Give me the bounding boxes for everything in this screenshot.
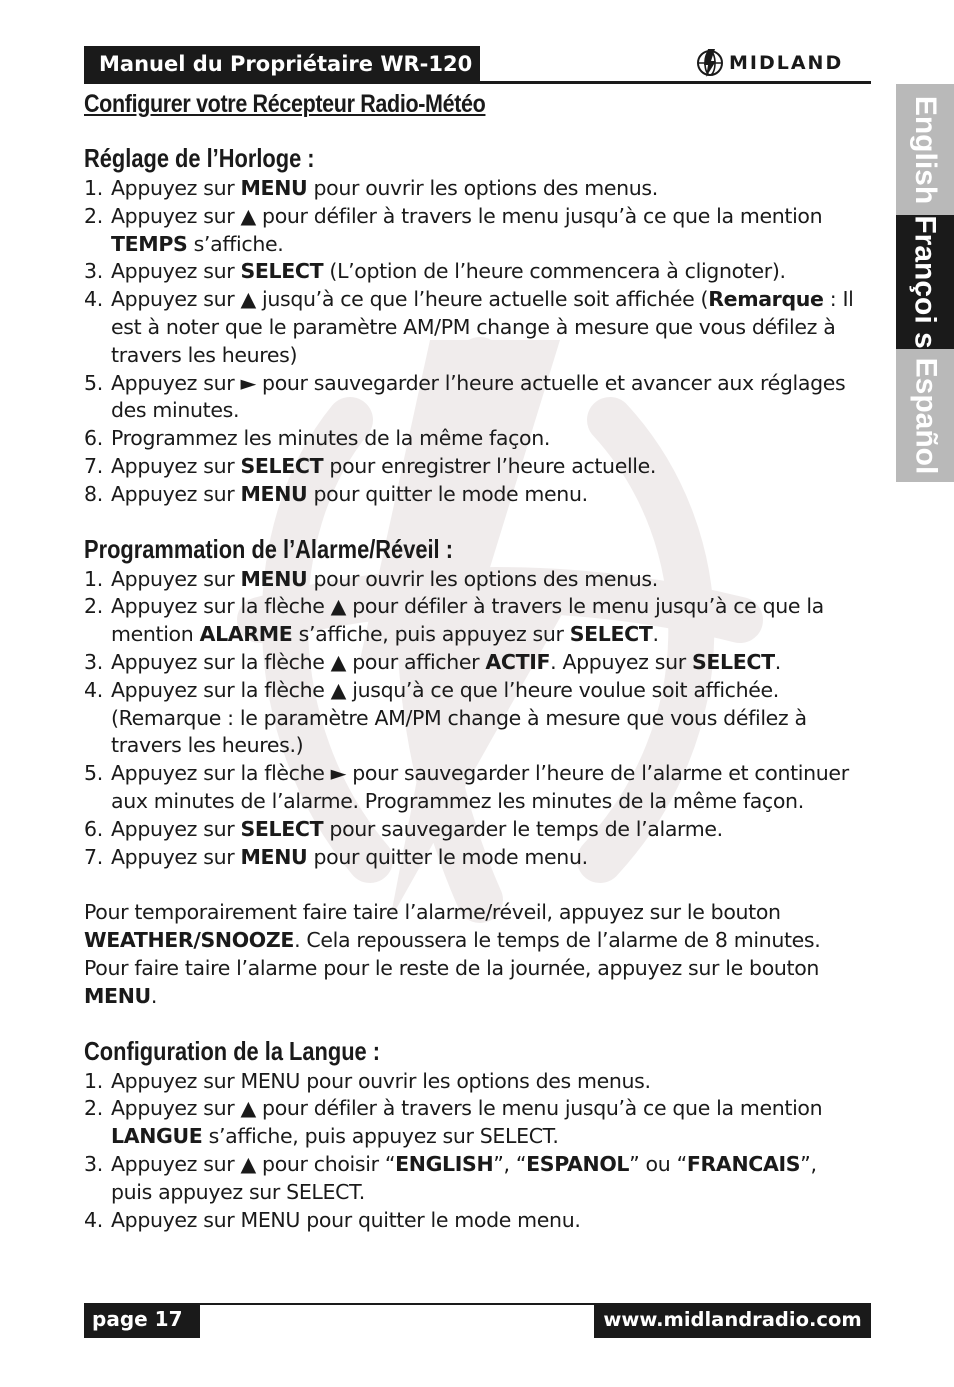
list-item [84, 816, 859, 844]
step-number: 5. [84, 761, 103, 786]
list-item [84, 677, 859, 760]
bold-term: MENU [84, 983, 151, 1008]
language-steps-list [84, 1068, 859, 1235]
bold-term: ENGLISH [395, 1151, 494, 1176]
text-run: Appuyez sur la flèche ▲ pour défiler à travers le menu jusqu’à ce que la mention [111, 594, 824, 647]
list-item [84, 1151, 859, 1207]
text-run: Appuyez sur la flèche ► pour sauvegarder l’heure de l’alarme et continuer aux minutes de l’alarme. Programmez les minutes de la même façon. [111, 761, 849, 813]
tab-english-label: English [909, 95, 942, 204]
section-title-alarm: Programmation de l’Alarme/Réveil : [84, 533, 453, 564]
step-number: 2. [84, 594, 103, 619]
step-number: 4. [84, 677, 103, 702]
tab-francais[interactable] [896, 215, 954, 349]
bold-term: LANGUE [111, 1124, 203, 1149]
bold-term: MENU [240, 481, 308, 506]
bold-term: FRANCAIS [686, 1151, 801, 1176]
text-run: pour quitter le mode menu. [307, 844, 588, 869]
page-number: page 17 [92, 1307, 183, 1331]
list-item [84, 1207, 859, 1235]
step-text [111, 593, 859, 649]
step-number: 1. [84, 566, 103, 591]
bold-term: SELECT [569, 622, 653, 647]
text-run: Programmez les minutes de la même façon. [111, 426, 551, 451]
text-run: Appuyez sur ▲ pour choisir “ [111, 1151, 396, 1176]
bold-term: ESPANOL [526, 1151, 630, 1176]
bold-term: SELECT [240, 453, 324, 478]
header-rule [84, 81, 871, 84]
text-run: Appuyez sur ► pour sauvegarder l’heure actuelle et avancer aux réglages des minutes. [111, 370, 846, 423]
step-text [111, 1068, 859, 1096]
manual-title: Manuel du Propriétaire WR-120 [99, 52, 473, 76]
tab-espanol-label: Español [909, 357, 943, 474]
step-number: 4. [84, 287, 103, 312]
step-number: 3. [84, 1151, 103, 1176]
text-run: Appuyez sur ▲ pour défiler à travers le menu jusqu’à ce que la mention [111, 1096, 823, 1121]
step-text [111, 481, 859, 509]
snooze-paragraph [84, 899, 859, 1010]
text-run: Appuyez sur [111, 816, 241, 841]
step-number: 3. [84, 259, 103, 284]
bold-term: MENU [240, 176, 308, 200]
step-text [111, 760, 859, 816]
list-item [84, 175, 859, 203]
text-run: s’affiche, puis appuyez sur [292, 622, 570, 647]
midland-logo [695, 46, 843, 80]
step-number: 2. [84, 203, 103, 228]
step-text [111, 566, 859, 594]
text-run: (L’option de l’heure commencera à clignoter). [323, 259, 786, 284]
step-number: 6. [84, 816, 103, 841]
text-run: Appuyez sur [111, 481, 241, 506]
globe-lightning-icon [695, 48, 725, 78]
section-title-clock: Réglage de l’Horloge : [84, 143, 315, 173]
text-run: Appuyez sur MENU pour ouvrir les options des menus. [111, 1068, 651, 1093]
bold-term: ACTIF [485, 649, 551, 674]
text-run: ”, puis appuyez sur SELECT. [111, 1151, 817, 1204]
step-text [111, 453, 859, 481]
clock-steps-list [84, 175, 859, 509]
step-text [111, 1095, 859, 1151]
list-item [84, 566, 859, 594]
text-run: . Cela repoussera le temps de l’alarme de 8 minutes. Pour faire taire l’alarme pour le reste de la journée, appuyez sur le bouton [84, 928, 821, 980]
step-text [111, 370, 859, 426]
list-item [84, 1095, 859, 1151]
bold-term: WEATHER/SNOOZE [84, 928, 295, 953]
text-run: Appuyez sur [111, 453, 241, 478]
step-text [111, 649, 859, 677]
list-item [84, 760, 859, 816]
list-item [84, 258, 859, 286]
text-run: pour enregistrer l’heure actuelle. [323, 453, 657, 478]
step-number: 4. [84, 1207, 103, 1232]
bold-term: ALARME [199, 622, 293, 647]
website-badge [594, 1303, 871, 1338]
bold-term: SELECT [240, 259, 324, 284]
step-text [111, 258, 859, 286]
step-text [111, 1207, 859, 1235]
step-number: 1. [84, 1068, 103, 1093]
text-run: . [774, 649, 781, 674]
text-run: ”, “ [493, 1151, 527, 1176]
text-run: : Il est à noter que le paramètre AM/PM change à mesure que vous défilez à travers les heures) [111, 287, 854, 367]
bold-term: SELECT [691, 649, 775, 674]
step-text [111, 816, 859, 844]
website-url: www.midlandradio.com [603, 1308, 862, 1331]
bold-term: MENU [240, 844, 308, 869]
text-run: . [150, 983, 157, 1008]
step-number: 8. [84, 481, 103, 506]
page-title: Configurer votre Récepteur Radio-Météo [84, 90, 486, 118]
alarm-steps-list [84, 566, 859, 872]
text-run: Appuyez sur [111, 259, 241, 284]
text-run: Appuyez sur la flèche ▲ pour afficher [111, 649, 486, 674]
bold-term: Remarque [708, 287, 824, 312]
list-item [84, 844, 859, 872]
bold-term: MENU [240, 566, 308, 591]
list-item [84, 370, 859, 426]
text-run: Appuyez sur ▲ pour défiler à travers le menu jusqu’à ce que la mention [111, 203, 823, 228]
text-run: . [652, 622, 659, 647]
list-item [84, 481, 859, 509]
step-number: 1. [84, 176, 103, 200]
step-text [111, 203, 859, 259]
step-number: 7. [84, 844, 103, 869]
step-number: 7. [84, 453, 103, 478]
step-number: 5. [84, 370, 103, 395]
text-run: Pour temporairement faire taire l’alarme/réveil, appuyez sur le bouton [84, 900, 781, 925]
bold-term: TEMPS [111, 231, 188, 256]
step-text [111, 1151, 859, 1207]
list-item [84, 203, 859, 259]
text-run: pour ouvrir les options des menus. [307, 566, 658, 591]
bold-term: SELECT [240, 816, 324, 841]
text-run: pour ouvrir les options des menus. [307, 176, 658, 200]
text-run: Appuyez sur [111, 566, 241, 591]
text-run: Appuyez sur MENU pour quitter le mode menu. [111, 1207, 581, 1232]
list-item [84, 1068, 859, 1096]
step-text [111, 286, 859, 369]
list-item [84, 593, 859, 649]
tab-francais-label: Françoi s [909, 215, 942, 349]
text-run: Appuyez sur ▲ jusqu’à ce que l’heure actuelle soit affichée ( [111, 287, 709, 312]
page-content [84, 86, 859, 1234]
text-run: s’affiche, puis appuyez sur SELECT. [202, 1124, 559, 1149]
page-number-badge [84, 1303, 200, 1338]
tab-english[interactable] [896, 84, 954, 215]
brand-wordmark: MIDLAND [729, 52, 844, 74]
text-run: Appuyez sur [111, 844, 241, 869]
text-run: s’affiche. [187, 231, 284, 256]
step-number: 2. [84, 1096, 103, 1121]
list-item [84, 425, 859, 453]
list-item [84, 286, 859, 369]
text-run: ” ou “ [629, 1151, 687, 1176]
text-run: . Appuyez sur [550, 649, 692, 674]
step-text [111, 677, 859, 760]
list-item [84, 649, 859, 677]
step-text [111, 425, 859, 453]
tab-espanol[interactable] [896, 349, 954, 482]
text-run: Appuyez sur la flèche ▲ jusqu’à ce que l’heure voulue soit affichée. (Remarque : le paramètre AM/PM change à mesure que vous défilez à travers les heures.) [111, 677, 807, 758]
step-text [111, 175, 859, 203]
step-number: 6. [84, 426, 103, 451]
step-number: 3. [84, 649, 103, 674]
text-run: Appuyez sur [111, 176, 241, 200]
step-text [111, 844, 859, 872]
text-run: pour sauvegarder le temps de l’alarme. [323, 816, 723, 841]
manual-title-badge [84, 46, 480, 82]
text-run: pour quitter le mode menu. [307, 481, 588, 506]
section-title-language: Configuration de la Langue : [84, 1035, 381, 1066]
list-item [84, 453, 859, 481]
